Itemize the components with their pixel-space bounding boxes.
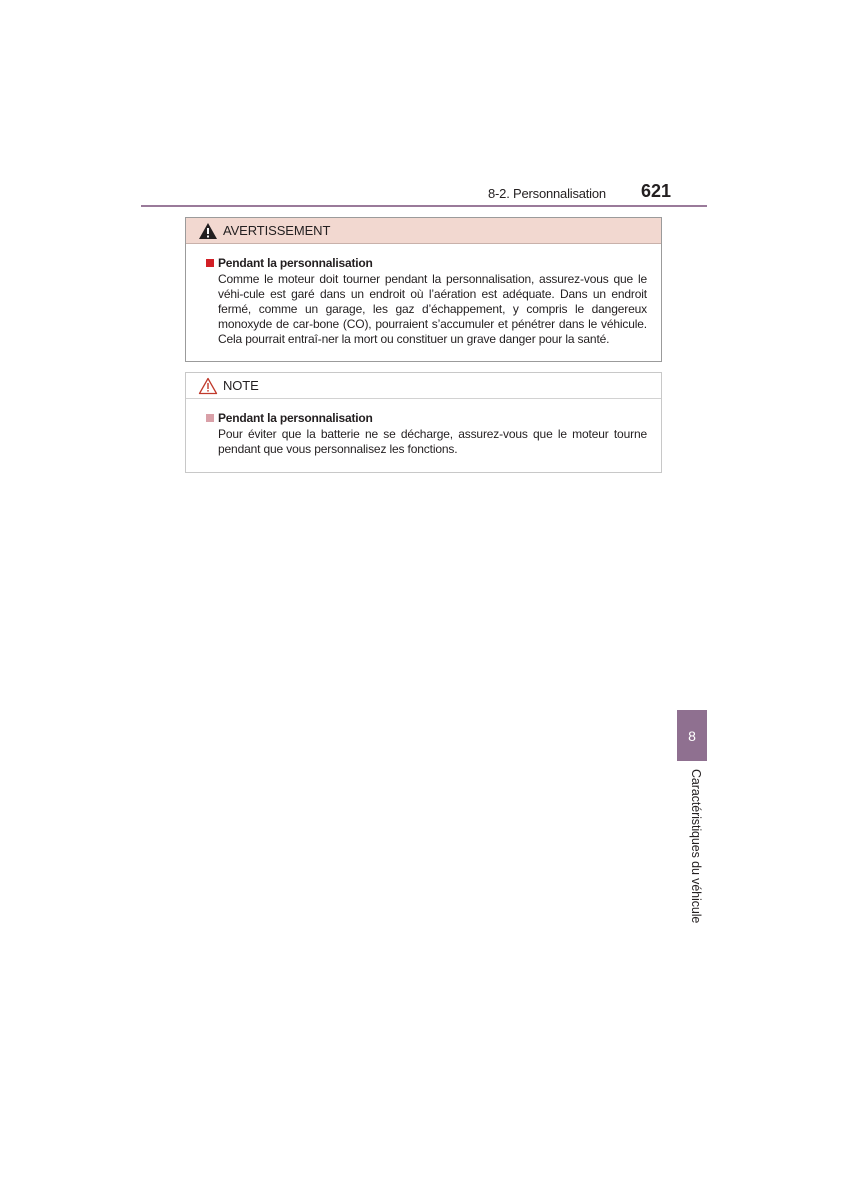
note-box-header: [186, 373, 661, 399]
warning-item-heading: [202, 256, 647, 271]
chapter-number: 8: [688, 727, 696, 744]
warning-box-title: AVERTISSEMENT: [223, 223, 331, 238]
note-item-heading: [202, 411, 647, 426]
note-box-title: NOTE: [223, 378, 259, 393]
header-divider: [141, 205, 707, 207]
note-box: [185, 372, 662, 473]
square-bullet-icon: [206, 414, 214, 422]
chapter-label: Caractéristiques du véhicule: [689, 769, 703, 924]
page-number: 621: [641, 181, 672, 201]
chapter-tab: [677, 710, 707, 761]
note-box-body: [186, 399, 661, 457]
note-item-title: Pendant la personnalisation: [218, 411, 373, 425]
warning-filled-icon: [198, 222, 218, 240]
section-title: 8-2. Personnalisation: [488, 186, 606, 201]
warning-item-text: Comme le moteur doit tourner pendant la personnalisation, assurez-vous que le véhi-cule est garé dans un endroit où l’aération est adéquate. Dans un endroit fermé, comme un garage, les gaz d’échappement, y compris le dangereux monoxyde de car-bone (CO), pourraient s’accumuler et pénétrer dans le véhicule. Cela pourrait entraî-ner la mort ou constituer un grave danger pour la santé.: [218, 272, 647, 346]
warning-item-title: Pendant la personnalisation: [218, 256, 373, 270]
warning-outline-icon: [198, 377, 218, 395]
warning-box: [185, 217, 662, 362]
warning-box-body: [186, 244, 661, 347]
note-item-text: Pour éviter que la batterie ne se décharge, assurez-vous que le moteur tourne pendant que vous personnalisez les fonctions.: [218, 427, 647, 456]
warning-box-header: [186, 218, 661, 244]
square-bullet-icon: [206, 259, 214, 267]
